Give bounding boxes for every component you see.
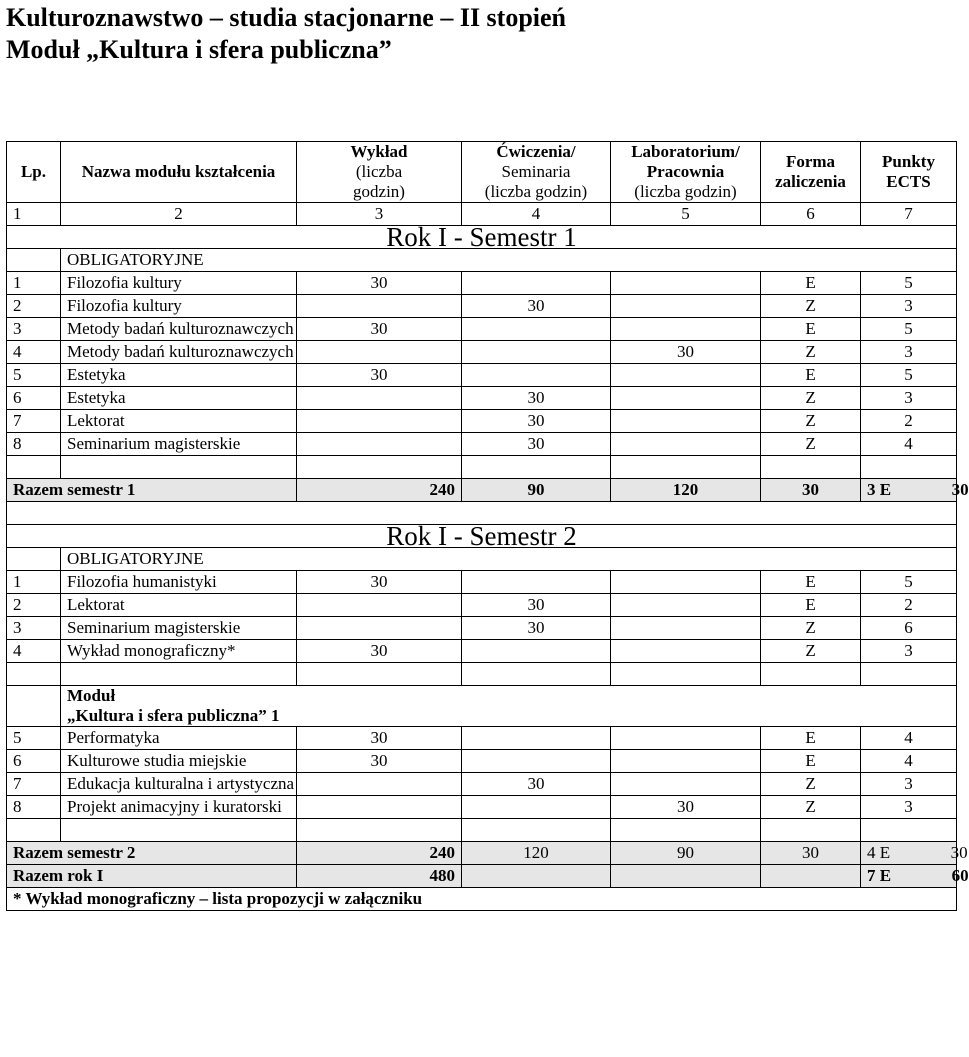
header-form	[761, 142, 861, 203]
course-row	[7, 410, 957, 433]
semester-1-total-row	[7, 479, 957, 502]
total-exercises: 120	[611, 479, 761, 502]
course-row	[7, 773, 957, 796]
course-lecture-hours: 30	[297, 571, 462, 594]
course-lab-hours	[611, 640, 761, 663]
footnote-row	[7, 888, 957, 911]
course-form: Z	[761, 341, 861, 364]
course-form: E	[761, 571, 861, 594]
course-form: Z	[761, 773, 861, 796]
footnote: * Wykład monograficzny – lista propozycji w załączniku	[7, 888, 957, 911]
course-form: E	[761, 318, 861, 341]
course-lecture-hours	[297, 410, 462, 433]
module-rows	[7, 727, 957, 819]
course-row	[7, 272, 957, 295]
semester-2-total-row	[7, 842, 957, 865]
course-form: Z	[761, 617, 861, 640]
header-ects	[861, 142, 957, 203]
course-row	[7, 640, 957, 663]
title-line-2: Moduł „Kultura i sfera publiczna”	[6, 35, 392, 64]
course-row	[7, 295, 957, 318]
course-form: E	[761, 364, 861, 387]
course-lab-hours	[611, 617, 761, 640]
course-row	[7, 571, 957, 594]
total-lab: 30	[761, 479, 861, 502]
course-lecture-hours: 30	[297, 640, 462, 663]
course-lecture-hours: 30	[297, 272, 462, 295]
course-exercise-hours: 30	[462, 617, 611, 640]
course-exercise-hours	[462, 272, 611, 295]
course-lecture-hours: 30	[297, 750, 462, 773]
course-name: Estetyka	[61, 387, 297, 410]
course-exercise-hours	[462, 750, 611, 773]
course-row	[7, 387, 957, 410]
year-total-hours: 480	[297, 865, 462, 888]
course-lab-hours	[611, 272, 761, 295]
course-lp: 1	[7, 571, 61, 594]
group-label: OBLIGATORYJNE	[61, 548, 957, 571]
course-exercise-hours: 30	[462, 387, 611, 410]
course-ects: 5	[861, 571, 957, 594]
total-form	[861, 842, 968, 865]
course-name: Wykład monograficzny*	[61, 640, 297, 663]
spacer-row	[7, 819, 957, 842]
header-ects-line2: ECTS	[886, 172, 931, 191]
course-ects: 3	[861, 341, 957, 364]
course-lab-hours	[611, 773, 761, 796]
course-exercise-hours	[462, 364, 611, 387]
course-lp: 6	[7, 387, 61, 410]
module-heading-line1: Moduł	[67, 686, 116, 705]
course-form: Z	[761, 295, 861, 318]
course-form: E	[761, 594, 861, 617]
total-form-value: 4 E	[867, 843, 891, 862]
course-form: Z	[761, 433, 861, 456]
total-hours: 240	[297, 842, 462, 865]
column-number: 1	[7, 203, 61, 226]
total-label: Razem semestr 2	[7, 842, 297, 865]
course-form: Z	[761, 796, 861, 819]
course-exercise-hours	[462, 727, 611, 750]
total-hours: 240	[297, 479, 462, 502]
course-exercise-hours	[462, 318, 611, 341]
course-name: Lektorat	[61, 410, 297, 433]
course-exercise-hours: 30	[462, 295, 611, 318]
course-lecture-hours	[297, 387, 462, 410]
course-lp: 2	[7, 594, 61, 617]
year-total-ects: 60	[951, 866, 969, 885]
course-name: Seminarium magisterskie	[61, 433, 297, 456]
course-row	[7, 796, 957, 819]
course-lecture-hours: 30	[297, 364, 462, 387]
course-ects: 6	[861, 617, 957, 640]
total-ects: 30	[951, 480, 969, 499]
header-lecture-line1: Wykład	[350, 142, 408, 161]
header-exercises-line2: Seminaria	[501, 162, 571, 181]
course-lab-hours	[611, 364, 761, 387]
document-title	[6, 2, 566, 66]
course-lecture-hours	[297, 594, 462, 617]
column-number: 7	[861, 203, 957, 226]
course-name: Seminarium magisterskie	[61, 617, 297, 640]
module-heading	[61, 686, 957, 727]
course-lab-hours: 30	[611, 796, 761, 819]
total-lecture: 120	[462, 842, 611, 865]
header-lecture	[297, 142, 462, 203]
header-exercises-line3: (liczba godzin)	[484, 182, 588, 201]
course-name: Filozofia kultury	[61, 272, 297, 295]
course-form: Z	[761, 410, 861, 433]
total-exercises: 90	[611, 842, 761, 865]
semester-1-rows	[7, 272, 957, 456]
year-total-row	[7, 865, 957, 888]
course-name: Estetyka	[61, 364, 297, 387]
course-lp: 3	[7, 617, 61, 640]
course-form: E	[761, 750, 861, 773]
column-number: 6	[761, 203, 861, 226]
course-form: Z	[761, 640, 861, 663]
course-lab-hours	[611, 571, 761, 594]
course-lab-hours	[611, 387, 761, 410]
course-lp: 7	[7, 773, 61, 796]
course-row	[7, 594, 957, 617]
course-lp: 5	[7, 364, 61, 387]
course-exercise-hours	[462, 341, 611, 364]
course-lp: 2	[7, 295, 61, 318]
header-lecture-line2: (liczba	[355, 162, 403, 181]
course-exercise-hours	[462, 640, 611, 663]
course-ects: 3	[861, 640, 957, 663]
title-line-1: Kulturoznawstwo – studia stacjonarne – II stopień	[6, 3, 567, 32]
course-lp: 4	[7, 640, 61, 663]
course-name: Edukacja kulturalna i artystyczna	[61, 773, 297, 796]
course-row	[7, 318, 957, 341]
course-lab-hours	[611, 410, 761, 433]
header-exercises-line1: Ćwiczenia/	[496, 142, 576, 161]
column-number: 2	[61, 203, 297, 226]
course-name: Metody badań kulturoznawczych	[61, 341, 297, 364]
course-lecture-hours	[297, 773, 462, 796]
course-row	[7, 750, 957, 773]
course-lecture-hours: 30	[297, 727, 462, 750]
header-lab-line3: (liczba godzin)	[634, 182, 737, 201]
header-lab-line2: Pracownia	[646, 162, 725, 181]
semester-1-title: Rok I - Semestr 1	[7, 226, 957, 249]
course-name: Performatyka	[61, 727, 297, 750]
course-form: E	[761, 272, 861, 295]
course-lab-hours	[611, 318, 761, 341]
course-form: E	[761, 727, 861, 750]
year-total-form-value: 7 E	[867, 866, 892, 885]
header-ects-line1: Punkty	[882, 152, 935, 171]
course-ects: 4	[861, 750, 957, 773]
course-ects: 4	[861, 727, 957, 750]
course-exercise-hours: 30	[462, 433, 611, 456]
course-lecture-hours	[297, 433, 462, 456]
course-ects: 2	[861, 410, 957, 433]
table-header-row	[7, 142, 957, 203]
course-exercise-hours: 30	[462, 410, 611, 433]
course-lp: 4	[7, 341, 61, 364]
column-number: 5	[611, 203, 761, 226]
course-lab-hours: 30	[611, 341, 761, 364]
semester-heading-row	[7, 525, 957, 548]
year-total-label: Razem rok I	[7, 865, 297, 888]
course-ects: 5	[861, 318, 957, 341]
header-lecture-line3: godzin)	[353, 182, 405, 201]
header-form-line1: Forma	[785, 152, 836, 171]
course-lp: 7	[7, 410, 61, 433]
study-plan-table	[6, 141, 969, 911]
spacer-row	[7, 456, 957, 479]
course-lecture-hours	[297, 295, 462, 318]
course-ects: 5	[861, 272, 957, 295]
semester-2-title: Rok I - Semestr 2	[7, 525, 957, 548]
course-lab-hours	[611, 594, 761, 617]
course-lp: 5	[7, 727, 61, 750]
semester-2-rows	[7, 571, 957, 663]
year-total-form	[861, 865, 969, 888]
header-lab-line1: Laboratorium/	[631, 142, 740, 161]
course-ects: 3	[861, 796, 957, 819]
course-lab-hours	[611, 727, 761, 750]
column-number: 3	[297, 203, 462, 226]
module-heading-row	[7, 686, 957, 727]
course-ects: 3	[861, 295, 957, 318]
course-name: Projekt animacyjny i kuratorski	[61, 796, 297, 819]
course-lp: 1	[7, 272, 61, 295]
course-ects: 5	[861, 364, 957, 387]
course-row	[7, 617, 957, 640]
course-row	[7, 364, 957, 387]
course-lp: 8	[7, 433, 61, 456]
header-exercises	[462, 142, 611, 203]
total-lab: 30	[761, 842, 861, 865]
course-exercise-hours: 30	[462, 594, 611, 617]
header-lab	[611, 142, 761, 203]
course-name: Kulturowe studia miejskie	[61, 750, 297, 773]
column-number: 4	[462, 203, 611, 226]
course-exercise-hours: 30	[462, 773, 611, 796]
course-lp: 3	[7, 318, 61, 341]
semester-heading-row	[7, 226, 957, 249]
course-name: Lektorat	[61, 594, 297, 617]
course-row	[7, 727, 957, 750]
course-ects: 3	[861, 773, 957, 796]
course-lab-hours	[611, 295, 761, 318]
course-ects: 3	[861, 387, 957, 410]
course-lecture-hours	[297, 796, 462, 819]
course-ects: 4	[861, 433, 957, 456]
course-name: Filozofia humanistyki	[61, 571, 297, 594]
course-row	[7, 341, 957, 364]
course-lab-hours	[611, 433, 761, 456]
total-form-value: 3 E	[867, 480, 892, 499]
course-exercise-hours	[462, 796, 611, 819]
course-name: Filozofia kultury	[61, 295, 297, 318]
course-exercise-hours	[462, 571, 611, 594]
course-row	[7, 433, 957, 456]
course-lecture-hours	[297, 341, 462, 364]
spacer-row	[7, 663, 957, 686]
course-ects: 2	[861, 594, 957, 617]
course-lecture-hours: 30	[297, 318, 462, 341]
total-form	[861, 479, 969, 502]
header-name: Nazwa modułu kształcenia	[61, 142, 297, 203]
course-lp: 8	[7, 796, 61, 819]
total-ects: 30	[950, 843, 968, 862]
course-lp: 6	[7, 750, 61, 773]
module-heading-line2: „Kultura i sfera publiczna” 1	[67, 706, 280, 725]
course-form: Z	[761, 387, 861, 410]
total-label: Razem semestr 1	[7, 479, 297, 502]
total-lecture: 90	[462, 479, 611, 502]
course-lecture-hours	[297, 617, 462, 640]
group-label: OBLIGATORYJNE	[61, 249, 957, 272]
course-name: Metody badań kulturoznawczych	[61, 318, 297, 341]
course-lab-hours	[611, 750, 761, 773]
header-form-line2: zaliczenia	[775, 172, 846, 191]
header-lp: Lp.	[7, 142, 61, 203]
